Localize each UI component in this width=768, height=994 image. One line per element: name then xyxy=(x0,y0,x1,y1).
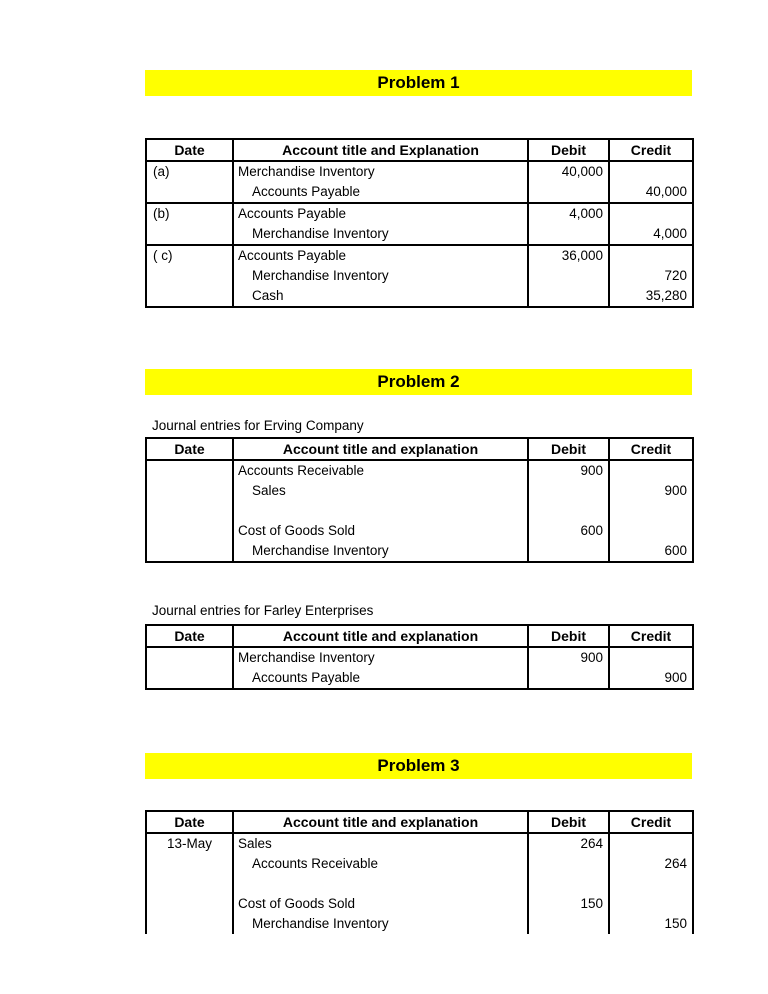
header-row xyxy=(146,438,693,460)
credit-amount xyxy=(610,501,692,521)
account-line: Merchandise Inventory xyxy=(252,543,389,558)
credit-amount xyxy=(610,874,692,894)
debit-amount: 36,000 xyxy=(561,248,603,263)
journal-entry-row xyxy=(146,460,693,562)
debit-amount xyxy=(529,224,608,244)
debit-cell xyxy=(528,161,609,203)
credit-amount: 600 xyxy=(664,543,687,558)
account-line: Merchandise Inventory xyxy=(238,164,375,179)
problem-1-banner: Problem 1 xyxy=(145,70,692,96)
problem-2-banner: Problem 2 xyxy=(145,369,692,395)
account-line: Sales xyxy=(252,483,286,498)
account-line: Merchandise Inventory xyxy=(252,226,389,241)
credit-amount xyxy=(610,461,692,481)
account-cell xyxy=(233,203,528,245)
credit-amount: 150 xyxy=(664,916,687,931)
journal-table xyxy=(145,437,694,563)
problem-3-tables xyxy=(0,810,768,934)
entry-date-cell xyxy=(146,833,233,934)
header-row xyxy=(146,139,693,161)
journal-entry-row xyxy=(146,245,693,307)
journal-entry-row xyxy=(146,833,693,934)
credit-cell xyxy=(609,460,693,562)
journal-entry-row xyxy=(146,647,693,689)
debit-amount xyxy=(529,854,608,874)
credit-cell xyxy=(609,245,693,307)
problem-1-section xyxy=(0,70,768,308)
debit-amount xyxy=(529,481,608,501)
column-header: Credit xyxy=(609,139,693,161)
debit-amount xyxy=(529,874,608,894)
account-line: Merchandise Inventory xyxy=(252,268,389,283)
column-header: Date xyxy=(146,139,233,161)
account-line: Merchandise Inventory xyxy=(252,916,389,931)
debit-amount: 4,000 xyxy=(569,206,603,221)
column-header: Debit xyxy=(528,811,609,833)
header-row xyxy=(146,811,693,833)
account-cell xyxy=(233,161,528,203)
account-line: Accounts Payable xyxy=(238,206,347,221)
debit-cell xyxy=(528,833,609,934)
entry-date: (b) xyxy=(153,206,170,221)
entry-date: ( c) xyxy=(153,248,173,263)
account-line: Accounts Payable xyxy=(252,670,361,685)
debit-amount xyxy=(529,501,608,521)
debit-amount: 150 xyxy=(580,896,603,911)
account-line: Accounts Payable xyxy=(238,248,347,263)
account-line: Merchandise Inventory xyxy=(238,650,375,665)
entry-date xyxy=(147,461,232,481)
debit-amount xyxy=(529,668,608,688)
credit-amount xyxy=(610,894,692,914)
credit-amount xyxy=(610,162,692,182)
column-header: Account title and Explanation xyxy=(233,139,528,161)
column-header: Debit xyxy=(528,438,609,460)
credit-cell xyxy=(609,833,693,934)
debit-amount xyxy=(529,914,608,934)
column-header: Debit xyxy=(528,625,609,647)
header-row xyxy=(146,625,693,647)
journal-entry-row xyxy=(146,161,693,203)
problem-1-tables xyxy=(0,138,768,308)
journal-table xyxy=(145,138,694,308)
debit-amount xyxy=(529,266,608,286)
debit-cell xyxy=(528,245,609,307)
debit-amount xyxy=(529,541,608,561)
problem-2-tables xyxy=(0,417,768,690)
entry-date-cell xyxy=(146,647,233,689)
account-line: Accounts Receivable xyxy=(238,463,365,478)
credit-amount: 900 xyxy=(664,483,687,498)
debit-amount xyxy=(529,286,608,306)
table-caption: Journal entries for Erving Company xyxy=(152,418,364,433)
journal-table xyxy=(145,624,694,690)
entry-date xyxy=(147,648,232,668)
problem-2-section xyxy=(0,369,768,690)
debit-amount: 900 xyxy=(580,463,603,478)
credit-amount xyxy=(610,246,692,266)
column-header: Credit xyxy=(609,438,693,460)
credit-amount: 720 xyxy=(664,268,687,283)
account-cell xyxy=(233,647,528,689)
credit-amount: 4,000 xyxy=(653,226,687,241)
column-header: Account title and explanation xyxy=(233,438,528,460)
column-header: Credit xyxy=(609,811,693,833)
credit-cell xyxy=(609,161,693,203)
credit-cell xyxy=(609,647,693,689)
credit-amount: 900 xyxy=(664,670,687,685)
column-header: Debit xyxy=(528,139,609,161)
credit-amount: 40,000 xyxy=(645,184,687,199)
entry-date-cell xyxy=(146,460,233,562)
column-header: Date xyxy=(146,811,233,833)
credit-amount xyxy=(610,204,692,224)
account-cell xyxy=(233,460,528,562)
column-header: Account title and explanation xyxy=(233,625,528,647)
account-line: Accounts Payable xyxy=(252,184,361,199)
account-line: Cost of Goods Sold xyxy=(238,523,356,538)
debit-amount: 264 xyxy=(580,836,603,851)
debit-amount: 900 xyxy=(580,650,603,665)
account-cell xyxy=(233,245,528,307)
credit-amount: 264 xyxy=(664,856,687,871)
journal-entry-row xyxy=(146,203,693,245)
problem-3-section xyxy=(0,753,768,934)
account-line: Accounts Receivable xyxy=(252,856,379,871)
debit-cell xyxy=(528,460,609,562)
account-line: Cost of Goods Sold xyxy=(238,896,356,911)
table-caption: Journal entries for Farley Enterprises xyxy=(152,603,374,618)
journal-table xyxy=(145,810,694,934)
entry-date-cell xyxy=(146,203,233,245)
credit-amount: 35,280 xyxy=(645,288,687,303)
debit-cell xyxy=(528,647,609,689)
account-line xyxy=(234,874,527,894)
credit-cell xyxy=(609,203,693,245)
problem-3-banner: Problem 3 xyxy=(145,753,692,779)
column-header: Credit xyxy=(609,625,693,647)
credit-amount xyxy=(610,648,692,668)
debit-amount xyxy=(529,182,608,202)
credit-amount xyxy=(610,521,692,541)
debit-amount: 600 xyxy=(580,523,603,538)
column-header: Date xyxy=(146,625,233,647)
account-line xyxy=(234,501,527,521)
account-cell xyxy=(233,833,528,934)
entry-date: (a) xyxy=(153,164,170,179)
entry-date-cell xyxy=(146,161,233,203)
column-header: Date xyxy=(146,438,233,460)
entry-date: 13-May xyxy=(166,836,212,851)
account-line: Sales xyxy=(238,836,272,851)
account-line: Cash xyxy=(252,288,284,303)
debit-cell xyxy=(528,203,609,245)
debit-amount: 40,000 xyxy=(561,164,603,179)
column-header: Account title and explanation xyxy=(233,811,528,833)
entry-date-cell xyxy=(146,245,233,307)
credit-amount xyxy=(610,834,692,854)
